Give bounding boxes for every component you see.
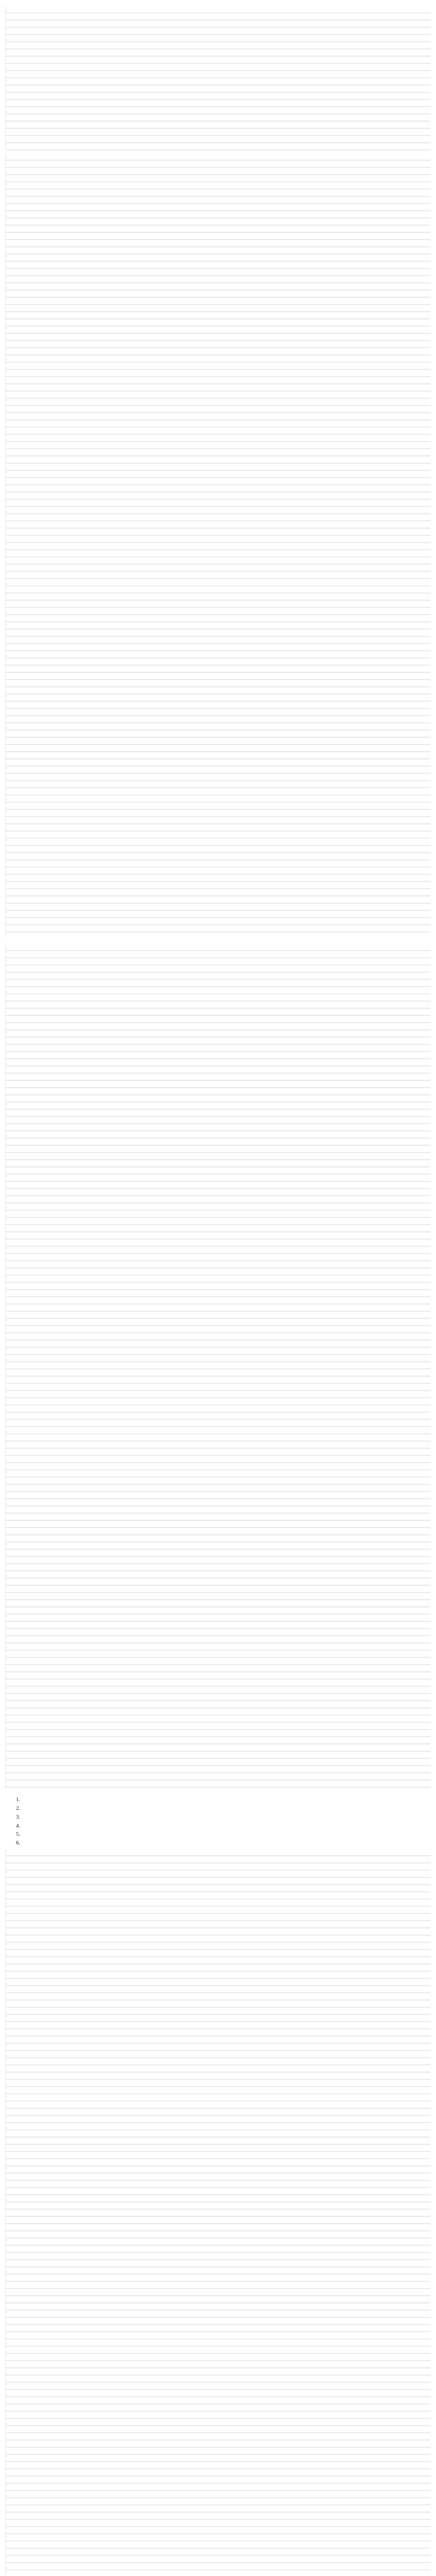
list-item xyxy=(22,1814,431,1821)
text-block xyxy=(5,6,431,150)
text-block xyxy=(5,944,431,1789)
list-item xyxy=(22,1831,431,1838)
numbered-list xyxy=(5,1796,431,1847)
list-item xyxy=(22,1822,431,1830)
list-item xyxy=(22,1839,431,1847)
doc-section-2 xyxy=(5,944,431,1789)
doc-section-1 xyxy=(5,6,431,937)
text-block xyxy=(5,1849,431,2576)
list-item xyxy=(22,1805,431,1812)
doc-section-4 xyxy=(5,1796,431,2576)
list-item xyxy=(22,1796,431,1804)
text-block xyxy=(5,154,431,937)
